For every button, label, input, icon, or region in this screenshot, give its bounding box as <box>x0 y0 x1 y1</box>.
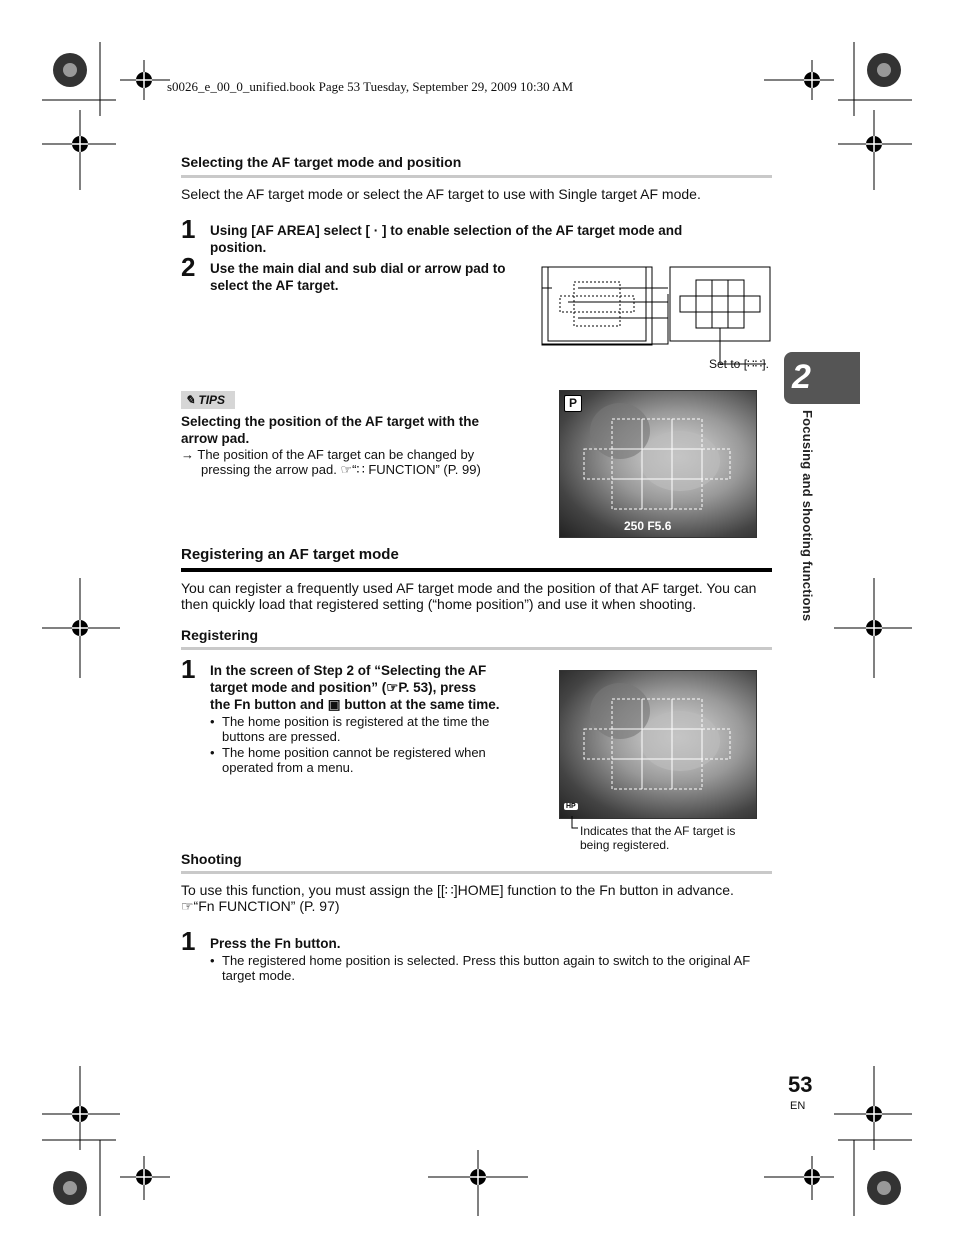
subheading-registering: Registering <box>181 627 259 643</box>
step-number: 1 <box>181 654 196 684</box>
camera-photo-1 <box>559 390 757 538</box>
step-number: 2 <box>181 252 196 282</box>
heading-rule <box>181 871 772 874</box>
shooting-intro: To use this function, you must assign the [[∷]HOME] function to the Fn button in advance. ☞“Fn FUNCTION” (P. 97) <box>181 882 734 914</box>
tips-body: → The position of the AF target can be changed by pressing the arrow pad. ☞“∷ FUNCTION” (P. 99) <box>181 447 481 477</box>
tips-badge: ✎ TIPS <box>181 391 235 409</box>
book-file-info: s0026_e_00_0_unified.book Page 53 Tuesday, September 29, 2009 10:30 AM <box>167 79 574 94</box>
shooting-step-text: Press the Fn button. <box>210 936 341 951</box>
camera-photo-2 <box>559 670 757 819</box>
shooting-bullets: • The registered home position is selected. Press this button again to switch to the original AF target mode. <box>210 953 780 983</box>
hp-badge: HP <box>566 803 576 810</box>
shooting-mode-badge: P <box>564 395 582 412</box>
section2-intro: You can register a frequently used AF target mode and the position of that AF target. You can then quickly load that registered setting (“home position”) and use it when shooting. <box>181 580 757 612</box>
heading-rule-thick <box>181 568 772 572</box>
step-number: 1 <box>181 926 196 956</box>
tips-heading: Selecting the position of the AF target with the arrow pad. <box>181 414 480 446</box>
step-number: 1 <box>181 214 196 244</box>
section-heading-register: Registering an AF target mode <box>181 546 399 563</box>
register-step-text: In the screen of Step 2 of “Selecting the AF target mode and position” (☞P. 53), press the Fn button and ▣ button at the same time. <box>210 663 500 712</box>
section1-intro: Select the AF target mode or select the AF target to use with Single target AF mode. <box>181 186 701 202</box>
chapter-tab: 2 <box>784 352 860 404</box>
section-heading-af-target: Selecting the AF target mode and position <box>181 154 462 170</box>
subheading-shooting: Shooting <box>181 851 242 867</box>
heading-rule <box>181 175 772 178</box>
heading-rule <box>181 647 772 650</box>
caption-leader <box>570 816 580 830</box>
diagram-caption: Set to [∷∷]. <box>709 357 769 371</box>
tips-icon: ✎ <box>185 393 199 407</box>
register-bullets: • The home position is registered at the time the buttons are pressed. • The home position cannot be registered when operated from a menu. <box>210 714 540 775</box>
step1-text: Using [AF AREA] select [ · ] to enable selection of the AF target mode and position. <box>210 223 683 255</box>
language-code: EN <box>790 1100 806 1112</box>
exposure-readout: 250 F5.6 <box>624 519 672 533</box>
page-number: 53 <box>788 1072 813 1097</box>
step2-text: Use the main dial and sub dial or arrow pad to select the AF target. <box>210 261 506 293</box>
chapter-label: Focusing and shooting functions <box>800 410 815 622</box>
hp-caption: Indicates that the AF target is being registered. <box>580 824 736 852</box>
